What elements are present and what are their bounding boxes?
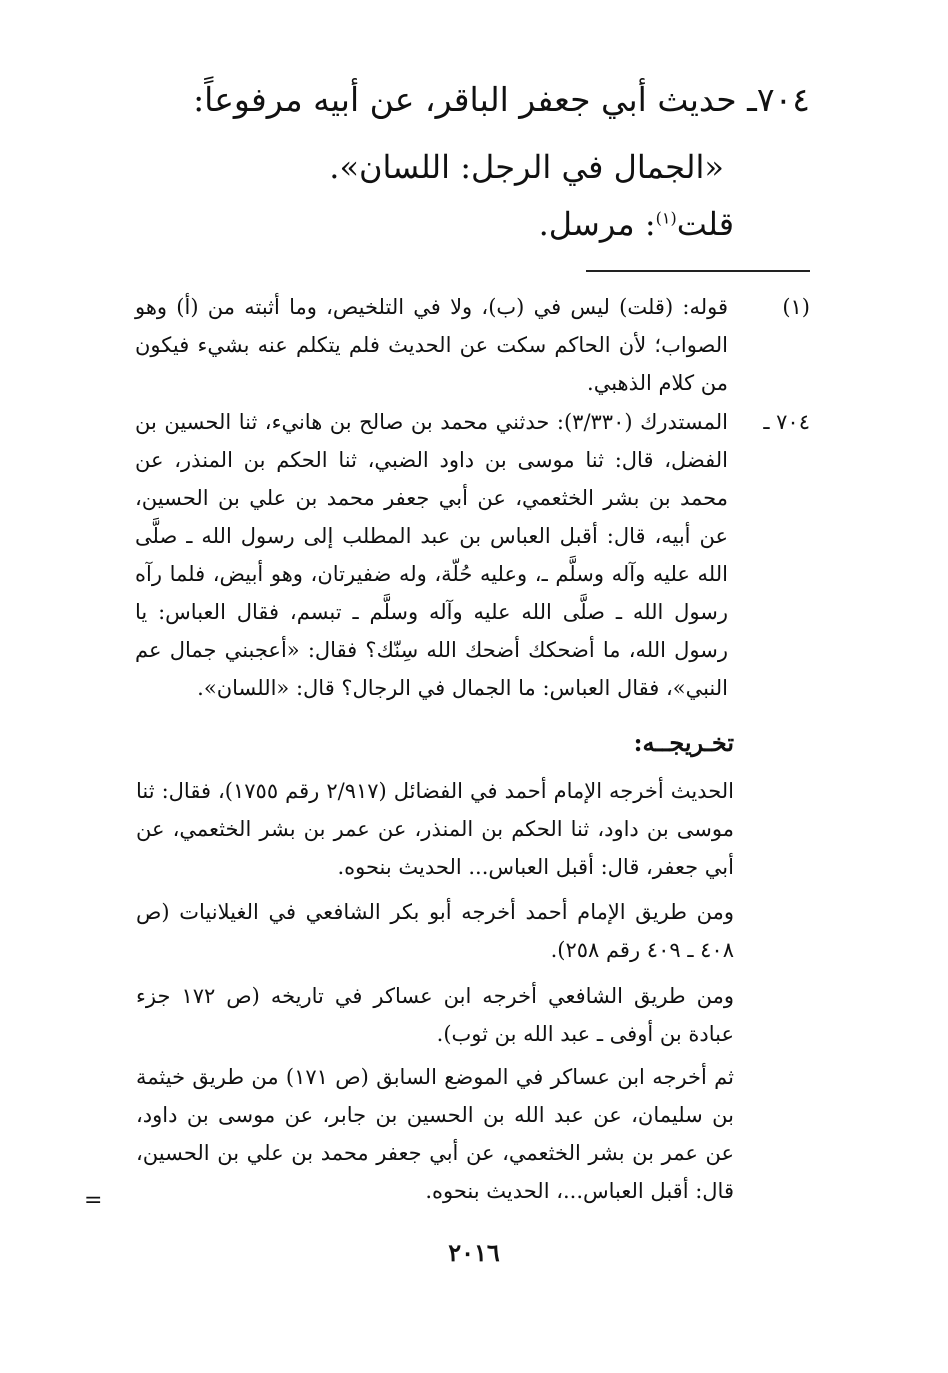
takhrij-paragraph: ثم أخرجه ابن عساكر في الموضع السابق (ص ١٧١) من طريق خيثمة بن سليمان، عن عبد الله بن الحسين بن جابر، عن موسى بن داود، عن عمر بن بشر الخثعمي، عن أبي جعفر محمد بن علي بن الحسين، قال: أقبل العباس...، الحديث بنحوه.: [136, 1065, 735, 1203]
takhrij-paragraph: الحديث أخرجه الإمام أحمد في الفضائل (٢/٩١٧ رقم ١٧٥٥)، فقال: ثنا موسى بن داود، ثنا الحكم بن المنذر، عن عمر بن بشر الخثعمي، عن أبي جعفر، قال: أقبل العباس... الحديث بنحوه.: [136, 779, 734, 879]
hadith-note: [539, 205, 734, 243]
hadith-quote: «الجمال في الرجل: اللسان».: [329, 148, 724, 186]
takhrij-paragraph: ومن طريق الشافعي أخرجه ابن عساكر في تاريخه (ص ١٧٢ جزء عبادة بن أوفى ـ عبد الله بن ثوب).: [136, 984, 734, 1046]
footnote-1-marker: (١): [782, 295, 810, 319]
footnote-1-text: قوله: (قلت) ليس في (ب)، ولا في التلخيص، وما أثبته من (أ) وهو الصواب؛ لأن الحاكم سكت عن الحديث فلم يتكلم عنه بشيء فيكون من كلام الذهبي.: [135, 295, 728, 395]
takhrij-heading: تخـريجــه:: [633, 728, 734, 757]
page-number: ٢٠١٦: [448, 1238, 500, 1267]
continuation-mark: =: [84, 1188, 103, 1213]
footnote-704: [135, 403, 810, 707]
footnote-separator: [586, 270, 810, 272]
footnote-704-text: المستدرك (٣/٣٣٠): حدثني محمد بن صالح بن هانيء، ثنا الحسين بن الفضل، قال: ثنا موسى بن داود الضبي، ثنا الحكم بن المنذر، عن محمد بن بشر الخثعمي، عن أبي جعفر محمد بن علي بن الحسين، عن أبيه، قال: أقبل العباس بن عبد المطلب إلى رسول الله ـ صلَّى الله عليه وآله وسلَّم ـ، وعليه حُلّة، وله ضفيرتان، وهو أبيض، فلما رآه رسول الله ـ صلَّى الله عليه وآله وسلَّم ـ تبسم، فقال العباس: يا رسول الله، ما أضحكك أضحك الله سِنّك؟ فقال: «أعجبني جمال عم النبي»، فقال العباس: ما الجمال في الرجال؟ قال: «اللسان».: [135, 410, 729, 700]
note-suffix: : مرسل.: [538, 205, 656, 243]
footnote-reference: (١): [655, 208, 677, 228]
hadith-heading: ٧٠٤ـ حديث أبي جعفر الباقر، عن أبيه مرفوعاً:: [193, 80, 810, 119]
note-prefix: قلت: [676, 205, 734, 243]
takhrij-paragraph: ومن طريق الإمام أحمد أخرجه أبو بكر الشافعي في الغيلانيات (ص ٤٠٨ ـ ٤٠٩ رقم ٢٥٨).: [136, 900, 734, 962]
footnote-704-marker: ٧٠٤ ـ: [763, 410, 810, 434]
footnote-1: [135, 288, 810, 402]
